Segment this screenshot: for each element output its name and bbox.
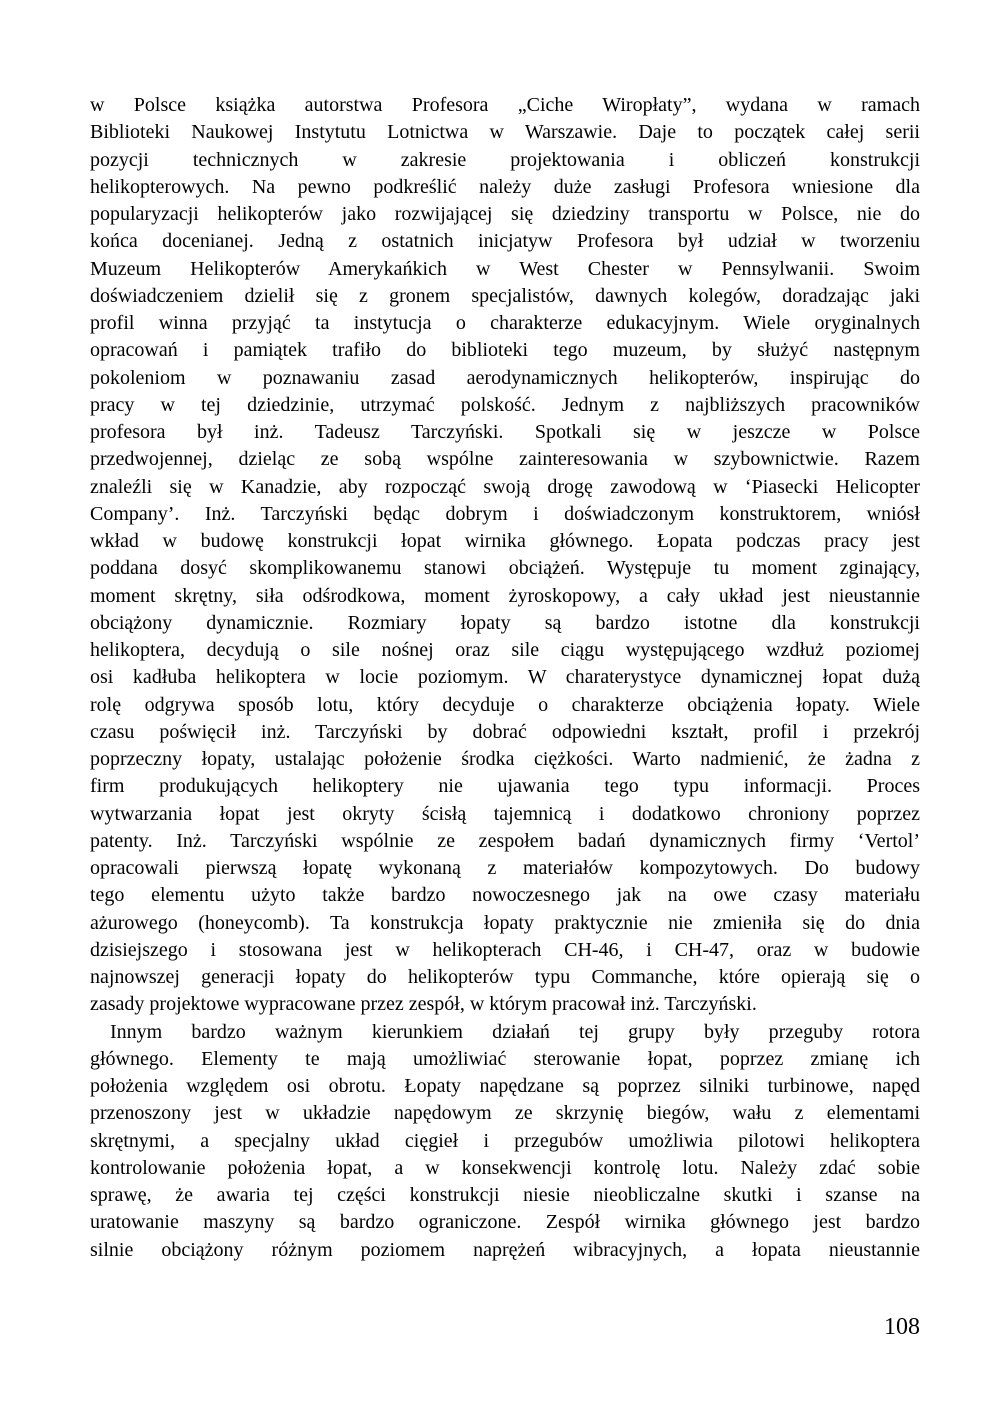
- text-line: rolę odgrywa sposób lotu, który decyduje o charakterze obciążenia łopaty. Wiele: [90, 693, 920, 716]
- text-line: przenoszony jest w układzie napędowym ze skrzynię biegów, wału z elementami: [90, 1102, 920, 1125]
- text-line: moment skrętny, siła odśrodkowa, moment żyroskopowy, a cały układ jest nieustannie: [90, 584, 920, 607]
- text-line: opracowali pierwszą łopatę wykonaną z materiałów kompozytowych. Do budowy: [90, 857, 920, 879]
- text-line: patenty. Inż. Tarczyński wspólnie ze zespołem badań dynamicznych firmy ‘Vertol’: [90, 829, 920, 852]
- text-line: skrętnymi, a specjalny układ cięgieł i przegubów umożliwia pilotowi helikoptera: [90, 1129, 920, 1152]
- text-line: helikoptera, decydują o sile nośnej oraz sile ciągu występującego wzdłuż poziomej: [90, 639, 920, 661]
- text-line: obciążony dynamicznie. Rozmiary łopaty są bardzo istotne dla konstrukcji: [90, 611, 920, 634]
- text-line: Muzeum Helikopterów Amerykańkich w West Chester w Pennsylwanii. Swoim: [90, 257, 920, 280]
- text-line: zasady projektowe wypracowane przez zespół, w którym pracował inż. Tarczyński.: [90, 993, 757, 1016]
- page-number: 108: [884, 1314, 920, 1340]
- text-line: opracowań i pamiątek trafiło do biblioteki tego muzeum, by służyć następnym: [90, 339, 920, 362]
- text-line: silnie obciążony różnym poziomem naprężeń wibracyjnych, a łopata nieustannie: [90, 1238, 920, 1261]
- text-line: profesora był inż. Tadeusz Tarczyński. Spotkali się w jeszcze w Polsce: [90, 421, 920, 443]
- text-line: czasu poświęcił inż. Tarczyński by dobrać odpowiedni kształt, profil i przekrój: [90, 720, 920, 743]
- text-line: dzisiejszego i stosowana jest w helikopterach CH-46, i CH-47, oraz w budowie: [90, 938, 920, 961]
- text-line: Biblioteki Naukowej Instytutu Lotnictwa w Warszawie. Daje to początek całej serii: [90, 121, 920, 144]
- text-line: poddana dosyć skomplikowanemu stanowi obciążeń. Występuje tu moment zginający,: [90, 557, 920, 580]
- text-line: wytwarzania łopat jest okryty ścisłą tajemnicą i dodatkowo chroniony poprzez: [90, 802, 920, 825]
- text-line: doświadczeniem dzielił się z gronem specjalistów, dawnych kolegów, doradzając jaki: [90, 284, 920, 307]
- text-line: firm produkujących helikoptery nie ujawania tego typu informacji. Proces: [90, 775, 920, 798]
- text-line: pozycji technicznych w zakresie projektowania i obliczeń konstrukcji: [90, 148, 920, 171]
- text-line: przedwojennej, dzieląc ze sobą wspólne zainteresowania w szybownictwie. Razem: [90, 448, 920, 471]
- text-line: poprzeczny łopaty, ustalając położenie środka ciężkości. Warto nadmienić, że żadna z: [90, 748, 920, 770]
- text-line: tego elementu użyto także bardzo nowoczesnego jak na owe czasy materiału: [90, 884, 920, 907]
- text-line: kontrolowanie położenia łopat, a w konsekwencji kontrolę lotu. Należy zdać sobie: [90, 1156, 920, 1179]
- text-line: uratowanie maszyny są bardzo ograniczone. Zespół wirnika głównego jest bardzo: [90, 1211, 920, 1234]
- text-line: głównego. Elementy te mają umożliwiać sterowanie łopat, poprzez zmianę ich: [90, 1047, 920, 1070]
- text-line: ażurowego (honeycomb). Ta konstrukcja łopaty praktycznie nie zmieniła się do dnia: [90, 911, 920, 934]
- text-line: znaleźli się w Kanadzie, aby rozpocząć swoją drogę zawodową w ‘Piasecki Helicopter: [90, 475, 920, 498]
- text-line: Company’. Inż. Tarczyński będąc dobrym i doświadczonym konstruktorem, wniósł: [90, 502, 920, 525]
- text-line: helikopterowych. Na pewno podkreślić należy duże zasługi Profesora wniesione dla: [90, 175, 920, 198]
- text-line: pracy w tej dziedzinie, utrzymać polskość. Jednym z najbliższych pracowników: [90, 393, 920, 416]
- text-line: w Polsce książka autorstwa Profesora „Ciche Wiropłaty”, wydana w ramach: [90, 94, 920, 116]
- body-text: [90, 92, 920, 1264]
- text-line: końca docenianej. Jedną z ostatnich inicjatyw Profesora był udział w tworzeniu: [90, 230, 920, 253]
- text-line: położenia względem osi obrotu. Łopaty napędzane są poprzez silniki turbinowe, napęd: [90, 1075, 920, 1097]
- text-line: osi kadłuba helikoptera w locie poziomym. W charaterystyce dynamicznej łopat dużą: [90, 666, 920, 689]
- text-line: najnowszej generacji łopaty do helikopterów typu Commanche, które opierają się o: [90, 966, 920, 988]
- text-line: pokoleniom w poznawaniu zasad aerodynamicznych helikopterów, inspirując do: [90, 366, 920, 389]
- text-line: sprawę, że awaria tej części konstrukcji niesie nieobliczalne skutki i szanse na: [90, 1184, 920, 1206]
- text-line: popularyzacji helikopterów jako rozwijającej się dziedziny transportu w Polsce, nie do: [90, 203, 920, 225]
- text-line: profil winna przyjąć ta instytucja o charakterze edukacyjnym. Wiele oryginalnych: [90, 312, 920, 334]
- text-line: Innym bardzo ważnym kierunkiem działań tej grupy były przeguby rotora: [110, 1020, 920, 1043]
- text-line: wkład w budowę konstrukcji łopat wirnika głównego. Łopata podczas pracy jest: [90, 530, 920, 552]
